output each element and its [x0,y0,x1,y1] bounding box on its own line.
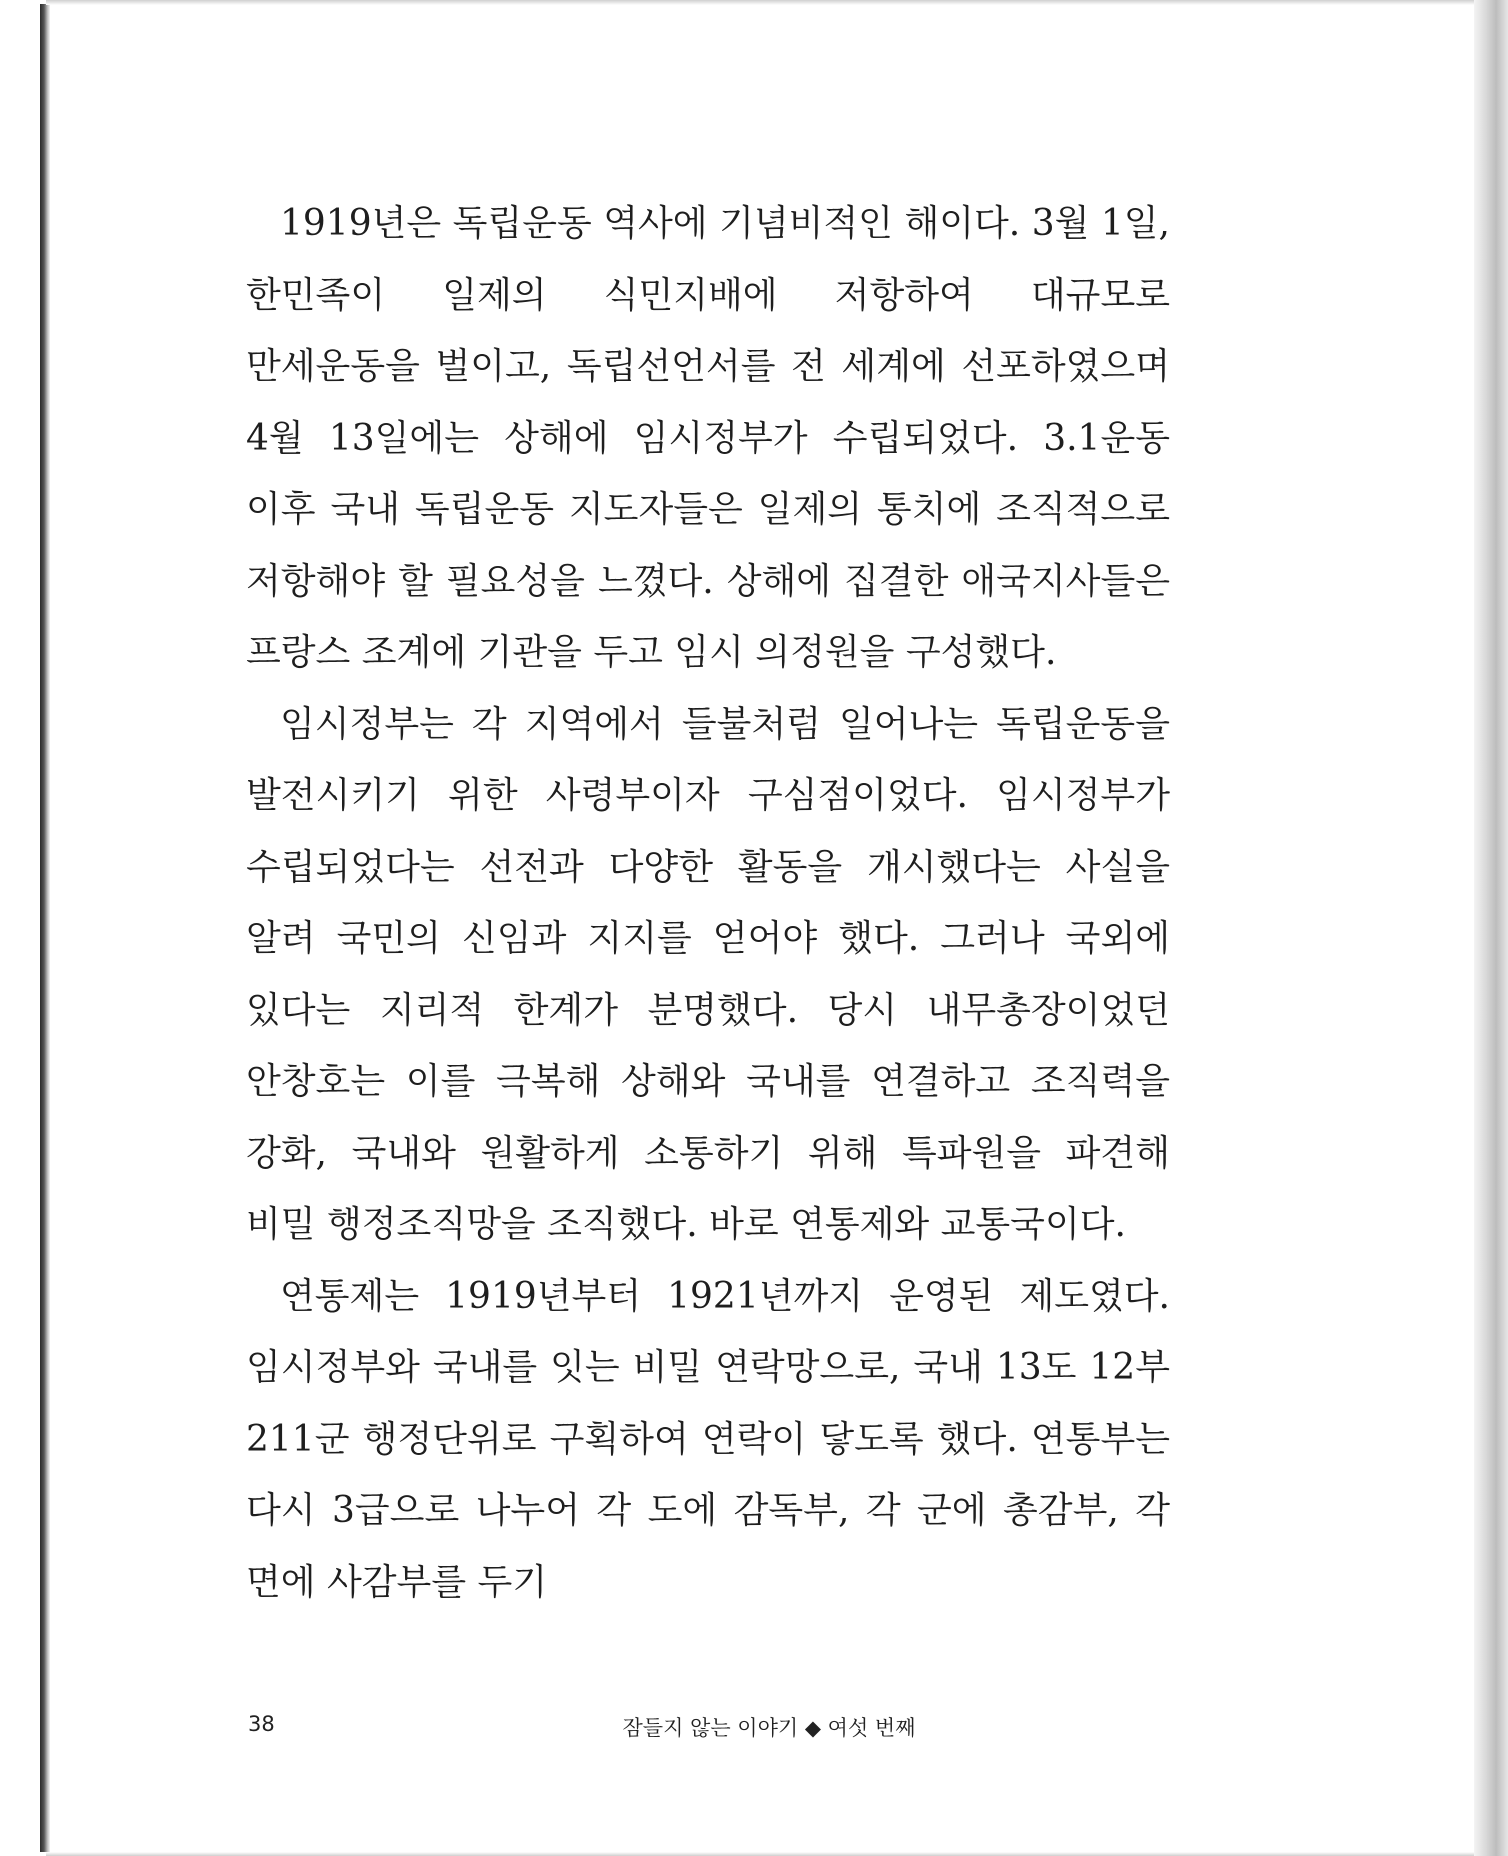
paragraph-1: 1919년은 독립운동 역사에 기념비적인 해이다. 3월 1일, 한민족이 일제의 식민지배에 저항하여 대규모로 만세운동을 벌이고, 독립선언서를 전 세계에 선포하였으며 4월 13일에는 상해에 임시정부가 수립되었다. 3.1운동 이후 국내 독립운동 지도자들은 일제의 통치에 조직적으로 저항해야 할 필요성을 느꼈다. 상해에 집결한 애국지사들은 프랑스 조계에 기관을 두고 임시 의정원을 구성했다. [246,203,1170,673]
running-footer [0,1712,1508,1742]
page-top-edge [46,0,1474,5]
paragraph-2: 임시정부는 각 지역에서 들불처럼 일어나는 독립운동을 발전시키기 위한 사령부이자 구심점이었다. 임시정부가 수립되었다는 선전과 다양한 활동을 개시했다는 사실을 알려 국민의 신임과 지지를 얻어야 했다. 그러나 국외에 있다는 지리적 한계가 분명했다. 당시 내무총장이었던 안창호는 이를 극복해 상해와 국내를 연결하고 조직력을 강화, 국내와 원활하게 소통하기 위해 특파원을 파견해 비밀 행정조직망을 조직했다. 바로 연통제와 교통국이다. [246,703,1170,1245]
page-bottom-edge [46,1852,1474,1856]
page-number: 38 [248,1712,275,1736]
page-curl-shadow [1474,0,1508,1856]
volume-label: 여섯 번째 [827,1716,916,1740]
book-title: 잠들지 않는 이야기 [622,1716,799,1740]
binding-edge [40,4,50,1852]
footer-separator: ◆ [804,1716,821,1740]
paragraph-3: 연통제는 1919년부터 1921년까지 운영된 제도였다. 임시정부와 국내를 잇는 비밀 연락망으로, 국내 13도 12부 211군 행정단위로 구획하여 연락이 닿도록 했다. 연통부는 다시 3급으로 나누어 각 도에 감독부, 각 군에 총감부, 각 면에 사감부를 두기 [246,1275,1170,1603]
body-text [246,188,1170,1618]
